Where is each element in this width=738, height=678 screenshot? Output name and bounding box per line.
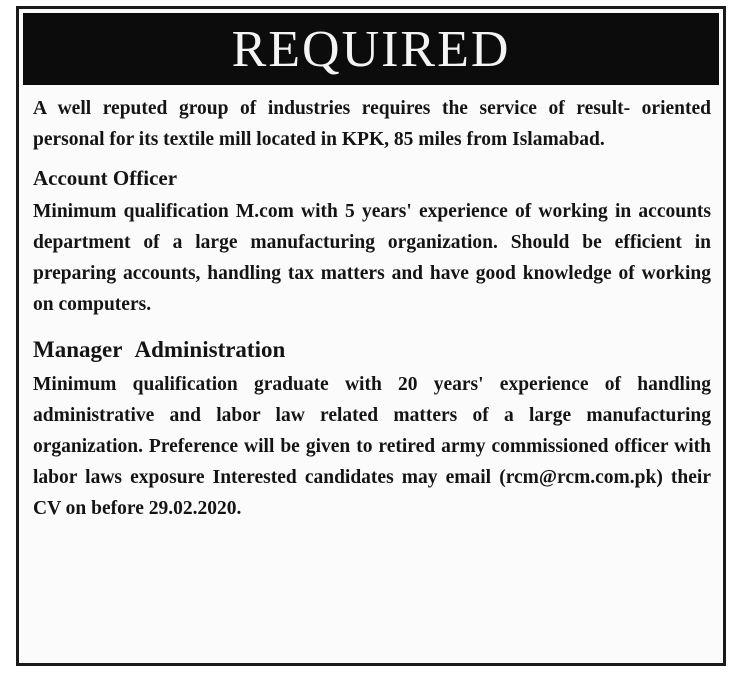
position-title-manager-administration: Manager Administration xyxy=(33,337,286,362)
job-advertisement xyxy=(16,6,726,666)
position-description-account-officer: Minimum qualification M.com with 5 years' experience of working in accounts department of a large manufacturing organization. Should be efficient in preparing accounts, handling tax matters and have good knowledge of working on computers. xyxy=(33,201,711,315)
ad-body xyxy=(33,93,711,524)
position-description-manager-administration: Minimum qualification graduate with 20 years' experience of handling administrative and labor law related matters of a large manufacturing organization. Preference will be given to retired army commissioned officer with labor laws exposure Interested candidates may email (rcm@rcm.com.pk) their CV on before 29.02.2020. xyxy=(33,374,711,519)
intro-paragraph: A well reputed group of industries requires the service of result- oriented personal for its textile mill located in KPK, 85 miles from Islamabad. xyxy=(33,98,711,150)
position-title-account-officer: Account Officer xyxy=(33,166,178,190)
ad-banner-title: REQUIRED xyxy=(23,13,719,85)
